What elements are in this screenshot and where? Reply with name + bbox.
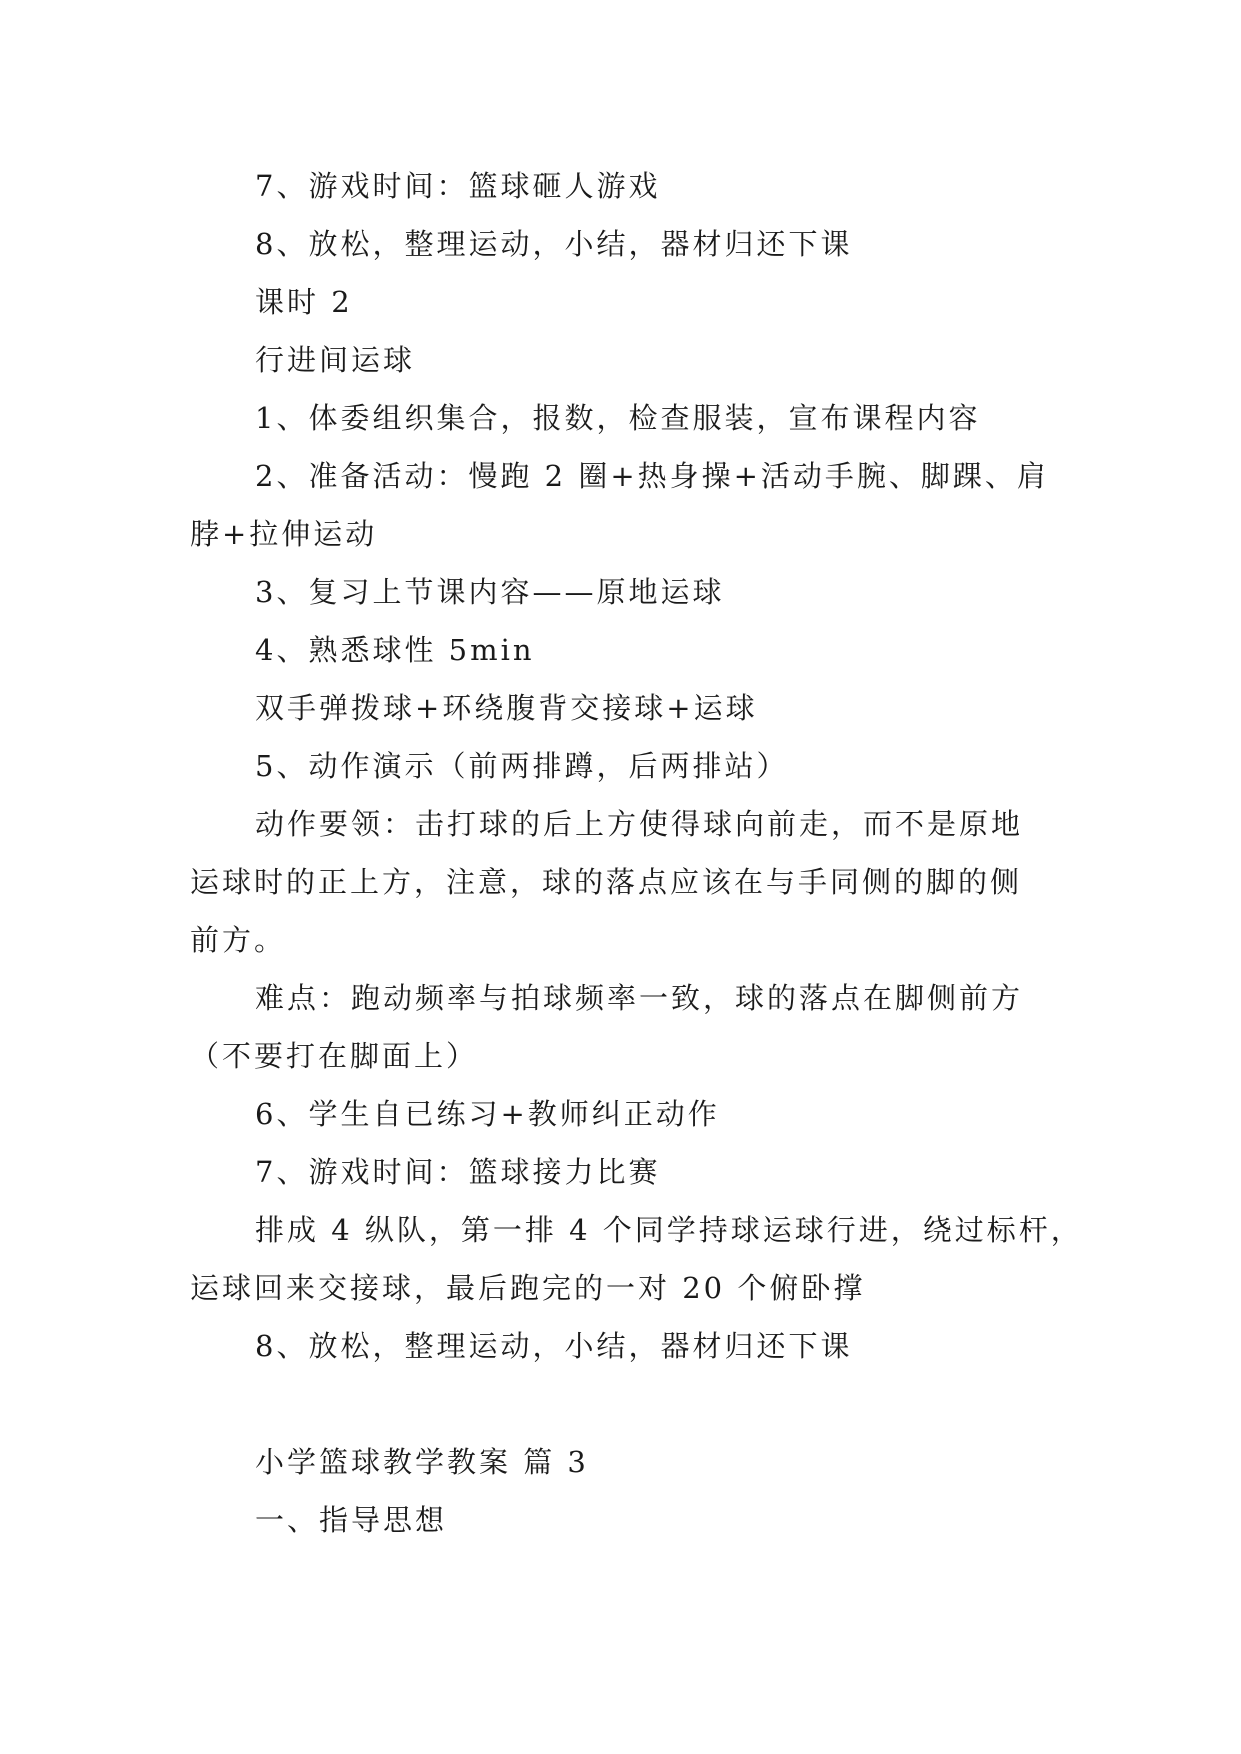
text-line: 动作要领：击打球的后上方使得球向前走，而不是原地	[255, 807, 1024, 841]
text-line: 前方。	[190, 923, 287, 957]
text-line: 双手弹拨球+环绕腹背交接球+运球	[255, 691, 758, 725]
lesson-topic: 行进间运球	[255, 343, 416, 377]
text-line: 8、放松，整理运动，小结，器材归还下课	[255, 1329, 853, 1363]
text-line: 脖+拉伸运动	[190, 517, 378, 551]
text-line: 4、熟悉球性 5min	[255, 633, 535, 667]
subsection-heading: 一、指导思想	[255, 1503, 448, 1537]
text-line: 2、准备活动：慢跑 2 圈+热身操+活动手腕、脚踝、肩	[255, 459, 1049, 493]
section-heading: 小学篮球教学教案 篇 3	[255, 1445, 589, 1479]
text-line: 8、放松，整理运动，小结，器材归还下课	[255, 227, 853, 261]
text-line: 7、游戏时间：篮球接力比赛	[255, 1155, 661, 1189]
text-line: 运球时的正上方，注意，球的落点应该在与手同侧的脚的侧	[190, 865, 1023, 899]
text-line: 难点：跑动频率与拍球频率一致，球的落点在脚侧前方	[255, 981, 1024, 1015]
text-line: 6、学生自已练习+教师纠正动作	[255, 1097, 720, 1131]
text-line: 5、动作演示（前两排蹲，后两排站）	[255, 749, 789, 783]
text-line: 排成 4 纵队，第一排 4 个同学持球运球行进，绕过标杆，	[255, 1213, 1083, 1247]
text-line: 1、体委组织集合，报数，检查服装，宣布课程内容	[255, 401, 981, 435]
text-line: （不要打在脚面上）	[190, 1039, 479, 1073]
text-line: 7、游戏时间：篮球砸人游戏	[255, 169, 661, 203]
text-line: 3、复习上节课内容——原地运球	[255, 575, 725, 609]
lesson-heading: 课时 2	[255, 285, 353, 319]
text-line: 运球回来交接球，最后跑完的一对 20 个俯卧撑	[190, 1271, 866, 1305]
